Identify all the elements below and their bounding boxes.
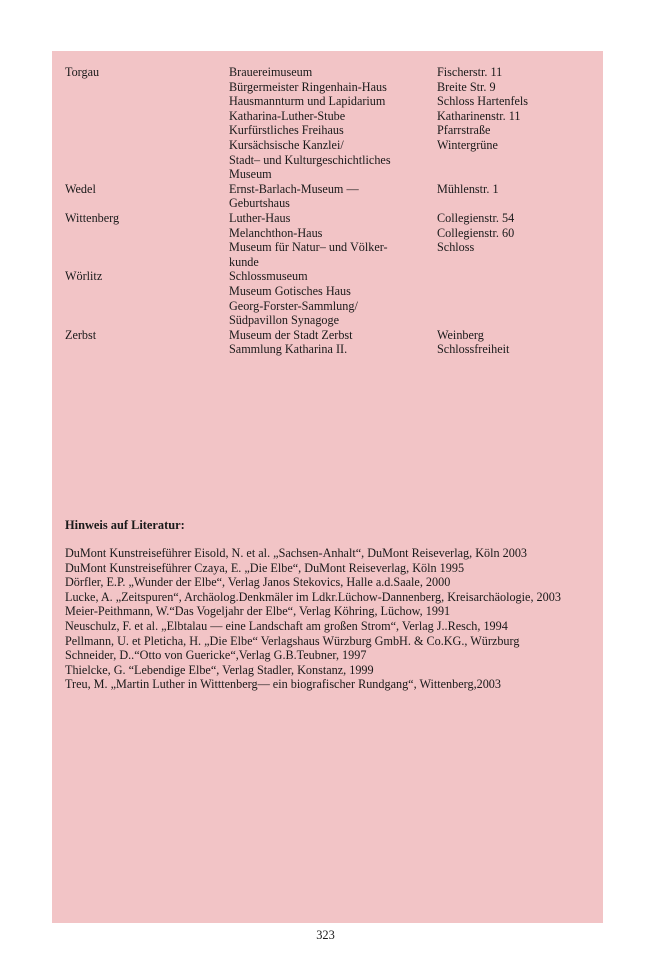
city-group — [65, 65, 595, 182]
museum-entry — [229, 196, 595, 211]
museum-entry — [229, 109, 595, 124]
literature-list — [65, 546, 595, 692]
museum-address — [437, 153, 595, 168]
museum-entry — [229, 182, 595, 197]
museum-entry — [229, 80, 595, 95]
city-name: Wittenberg — [65, 210, 120, 225]
city-group — [65, 269, 595, 327]
literature-item: Schneider, D..“Otto von Guericke“,Verlag G.B.Teubner, 1997 — [65, 648, 367, 663]
museum-name: kunde — [229, 254, 259, 269]
museum-entry — [229, 226, 595, 241]
museum-address: Schloss — [437, 240, 475, 255]
museum-entry — [229, 269, 595, 284]
city-name: Zerbst — [65, 327, 97, 342]
museum-name: Ernst-Barlach-Museum — — [229, 181, 359, 196]
city-name: Wörlitz — [65, 269, 103, 284]
museum-name: Stadt– und Kulturgeschichtliches — [229, 152, 391, 167]
museum-entry — [229, 328, 595, 343]
literature-item: Dörfler, E.P. „Wunder der Elbe“, Verlag Janos Stekovics, Halle a.d.Saale, 2000 — [65, 575, 451, 590]
literature-section — [65, 518, 595, 692]
literature-item: DuMont Kunstreiseführer Eisold, N. et al. „Sachsen-Anhalt“, DuMont Reiseverlag, Köln 2003 — [65, 546, 528, 560]
literature-item: Lucke, A. „Zeitspuren“, Archäolog.Denkmäler im Ldkr.Lüchow-Dannenberg, Kreisarchäologie, 2003 — [65, 589, 561, 604]
literature-item: Pellmann, U. et Pleticha, H. „Die Elbe“ Verlagshaus Würzburg GmbH. & Co.KG., Würzburg — [65, 633, 520, 648]
museum-entry — [229, 167, 595, 182]
museum-address — [437, 196, 595, 211]
museum-address: Weinberg — [437, 327, 484, 342]
museum-entry — [229, 255, 595, 270]
literature-item: Thielcke, G. “Lebendige Elbe“, Verlag Stadler, Konstanz, 1999 — [65, 662, 374, 677]
museum-address: Collegienstr. 60 — [437, 225, 515, 240]
museum-address: Schloss Hartenfels — [437, 94, 529, 109]
museum-name: Georg-Forster-Sammlung/ — [229, 298, 358, 313]
museum-address: Mühlenstr. 1 — [437, 181, 499, 196]
museum-address — [437, 284, 595, 299]
museum-entry — [229, 65, 595, 80]
museum-address — [437, 269, 595, 284]
museum-entry — [229, 342, 595, 357]
museum-address: Wintergrüne — [437, 137, 498, 152]
city-name: Torgau — [65, 65, 100, 79]
museum-entry — [229, 284, 595, 299]
museum-name: Museum — [229, 167, 272, 182]
museum-address — [437, 313, 595, 328]
literature-item: Neuschulz, F. et al. „Elbtalau — eine Landschaft am großen Strom“, Verlag J..Resch, 1994 — [65, 618, 508, 633]
museum-name: Geburtshaus — [229, 196, 290, 211]
museum-name: Hausmannturm und Lapidarium — [229, 94, 386, 109]
museum-name: Brauereimuseum — [229, 65, 313, 79]
museum-entry — [229, 299, 595, 314]
museum-name: Bürgermeister Ringenhain-Haus — [229, 79, 387, 94]
museum-name: Museum der Stadt Zerbst — [229, 327, 353, 342]
content-panel — [52, 51, 603, 923]
museum-address: Pfarrstraße — [437, 123, 491, 138]
museum-name: Südpavillon Synagoge — [229, 313, 340, 328]
museum-address — [437, 167, 595, 182]
museum-entry — [229, 240, 595, 255]
literature-item: Meier-Peithmann, W.“Das Vogeljahr der Elbe“, Verlag Köhring, Lüchow, 1991 — [65, 604, 451, 619]
museum-address — [437, 255, 595, 270]
museum-name: Sammlung Katharina II. — [229, 342, 348, 357]
museum-name: Museum Gotisches Haus — [229, 283, 351, 298]
museum-table — [65, 65, 595, 357]
museum-name: Schlossmuseum — [229, 269, 308, 284]
museum-name: Museum für Natur– und Völker- — [229, 240, 388, 255]
museum-entry — [229, 123, 595, 138]
museum-address — [437, 299, 595, 314]
museum-name: Kursächsische Kanzlei/ — [229, 137, 344, 152]
city-group — [65, 182, 595, 211]
literature-heading: Hinweis auf Literatur: — [65, 518, 185, 532]
museum-name: Luther-Haus — [229, 210, 291, 225]
museum-address: Katharinenstr. 11 — [437, 108, 521, 123]
museum-entry — [229, 153, 595, 168]
museum-address: Breite Str. 9 — [437, 79, 496, 94]
museum-address: Fischerstr. 11 — [437, 65, 503, 79]
city-group — [65, 211, 595, 269]
museum-name: Melanchthon-Haus — [229, 225, 323, 240]
museum-name: Kurfürstliches Freihaus — [229, 123, 344, 138]
museum-entry — [229, 313, 595, 328]
museum-address: Collegienstr. 54 — [437, 210, 515, 225]
city-name: Wedel — [65, 181, 96, 196]
city-group — [65, 328, 595, 357]
museum-entry — [229, 138, 595, 153]
museum-name: Katharina-Luther-Stube — [229, 108, 346, 123]
literature-item: Treu, M. „Martin Luther in Witttenberg— ein biografischer Rundgang“, Wittenberg,2003 — [65, 677, 501, 692]
museum-entry — [229, 211, 595, 226]
museum-address: Schlossfreiheit — [437, 342, 510, 357]
museum-entry — [229, 94, 595, 109]
literature-item: DuMont Kunstreiseführer Czaya, E. „Die Elbe“, DuMont Reiseverlag, Köln 1995 — [65, 560, 465, 575]
page-number: 323 — [316, 928, 335, 942]
